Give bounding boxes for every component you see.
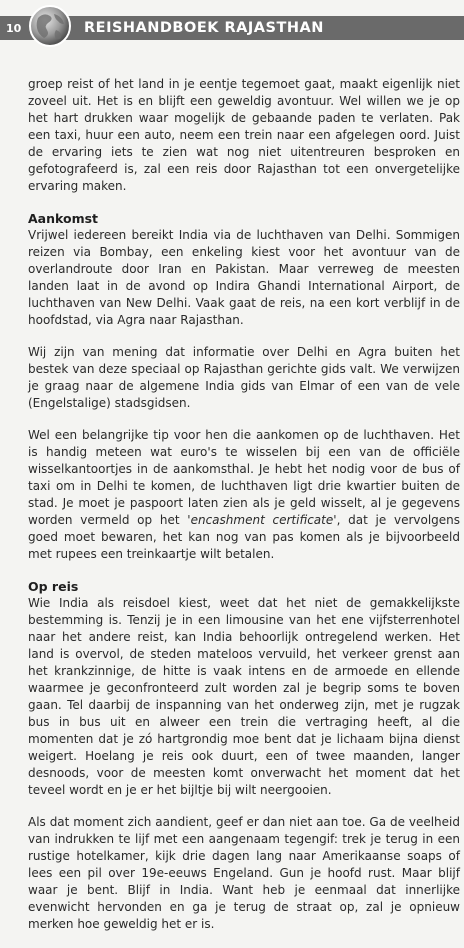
- op-reis-paragraph-1: Wie India als reisdoel kiest, weet dat het niet de gemakkelijkste bestemming is. Tenzij je in een limousine van het ene vijfsterrenhotel naar het andere reist, kan India behoorlijk ontregelend werken. Het land is overvol, de steden mateloos vervuild, het verkeer grenst aan het krankzinnige, de hitte is vaak intens en de armoede en ellende waarmee je geconfronteerd zult worden zal je begrip soms te boven gaan. Tel daarbij de inspanning van het onderweg zijn, met je rugzak bus in bus uit en alweer een trein die vertraging heeft, al die momenten dat je zó hartgrondig moe bent dat je lichaam bijna dienst weigert. Hoelang je reis ook duurt, een of twee maanden, langer desnoods, voor de meesten komt onverwacht het moment dat het teveel wordt en je er het bijltje bij wilt neergooien.: [28, 596, 460, 797]
- header-title: REISHANDBOEK RAJASTHAN: [84, 20, 324, 36]
- page-header: [0, 0, 464, 40]
- intro-paragraph: groep reist of het land in je eentje tegemoet gaat, maakt eigenlijk niet zoveel uit. Het is en blijft een geweldig avontuur. Wel willen we je op het hart drukken waar mogelijk de gebaande paden te verlaten. Pak een taxi, huur een auto, neem een trein naar een afgelegen oord. Juist de ervaring iets te zien wat nog niet uitentreuren besproken en gefotografeerd is, zal een reis door Rajasthan tot een onvergetelijke ervaring maken.: [28, 77, 460, 193]
- aankomst-paragraph-3-text-b: , dat je vervolgens goed moet bewaren, het kan nog van pas komen als je bijvoorbeeld met rupees een treinkaartje wilt betalen.: [28, 513, 461, 561]
- globe-icon: [28, 4, 72, 48]
- section-heading-aankomst: Aankomst: [28, 211, 99, 226]
- page-number: 10: [6, 22, 22, 35]
- op-reis-paragraph-2: Als dat moment zich aandient, geef er dan niet aan toe. Ga de veelheid van indrukken te lijf met een aangenaam tegengif: trek je terug in een rustige hotelkamer, kijk drie dagen lang naar Amerikaanse soaps of lees een pil over 19e-eeuws Engeland. Gun je hoofd rust. Maar blijf waar je bent. Blijf in India. Want heb je eenmaal dat innerlijke evenwicht hervonden en ga je terug de straat op, zal je opnieuw merken hoe geweldig het er is.: [28, 815, 460, 931]
- aankomst-paragraph-1: Vrijwel iedereen bereikt India via de luchthaven van Delhi. Sommigen reizen via Bombay, een enkeling kiest voor het avontuur van de overlandroute door Iran en Pakistan. Maar verreweg de meesten landen laat in de avond op Indira Ghandi International Airport, de luchthaven van New Delhi. Vaak gaat de reis, na een kort verblijf in de hoofdstad, via Agra naar Rajasthan.: [28, 228, 460, 327]
- aankomst-paragraph-2: Wij zijn van mening dat informatie over Delhi en Agra buiten het bestek van deze speciaal op Rajasthan gerichte gids valt. We verwijzen je graag naar de algemene India gids van Elmar of een van de vele (Engelstalige) stadsgidsen.: [28, 345, 460, 410]
- aankomst-paragraph-3: [28, 427, 460, 563]
- encashment-certificate-term: 'encashment certificate': [187, 513, 337, 527]
- aankomst-paragraph-3-text-a: Wel een belangrijke tip voor hen die aankomen op de luchthaven. Het is handig meteen wat euro's te wisselen bij een van de officiële wisselkantoortjes in de aankomsthal. Je hebt het nodig voor de bus of taxi om in Delhi te komen, de luchthaven ligt drie kwartier buiten de stad. Je moet je paspoort laten zien als je geld wisselt, al je gegevens worden vermeld op het: [28, 428, 460, 527]
- section-heading-op-reis: Op reis: [28, 579, 79, 594]
- article-body: [28, 76, 460, 948]
